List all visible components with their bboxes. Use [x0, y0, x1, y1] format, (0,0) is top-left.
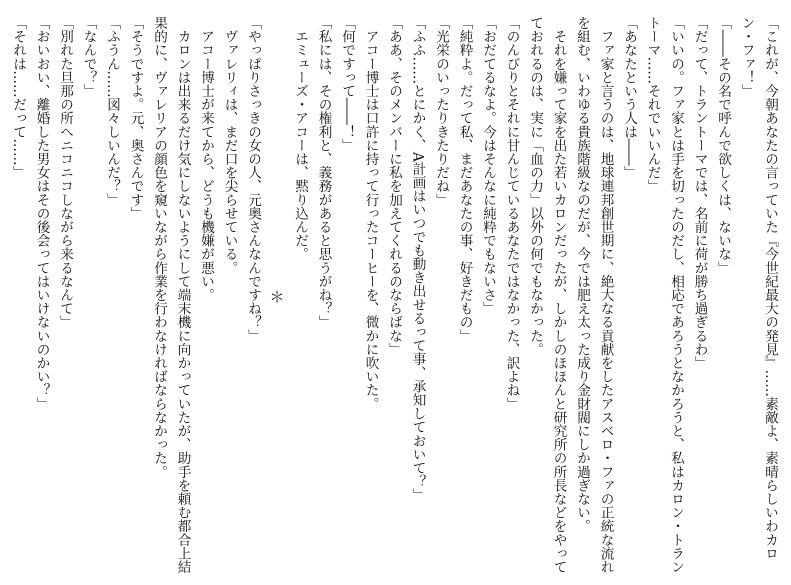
- vertical-text-body: [6, 16, 781, 576]
- paragraph: 「のんびりとそれに甘んじているあなたではなかった、訳よね」: [503, 16, 520, 411]
- paragraph: エミューズ・アコーは、黙り込んだ。: [292, 16, 308, 261]
- paragraph: ヴァレリィは、まだ口を尖らせている。: [221, 16, 238, 275]
- paragraph: それを嫌って家を出た若いカロンだったが、しかしのほほんと研究所の所長などをやってておれるのは、実に「血の力」以外の何でもなかった。: [527, 16, 567, 574]
- paragraph: 「ふふ……とにかく、A計画はいつでも動き出せるって事、承知しておいて？」: [409, 16, 426, 502]
- paragraph: アコー博士が来てから、どうも機嫌が悪い。: [198, 16, 214, 302]
- paragraph: 「おいおい、離婚した男女はその後会ってはいけないのかい？」: [33, 16, 50, 411]
- paragraph: 「そうですよ。元、奥さんです」: [127, 16, 144, 220]
- paragraph: 「何ですって――！」: [339, 16, 355, 152]
- paragraph: 「純粋よ。だって私、まだあなたの事、好きだもの」: [456, 16, 473, 343]
- paragraph: 「やっぱりさっきの女の人、元奥さんなんですね？」: [245, 16, 261, 343]
- paragraph: 「別れた旦那の所へニコニコしながら来るなんて」: [57, 16, 73, 329]
- paragraph: 「光栄のいったりきたりだね」: [433, 16, 449, 207]
- paragraph: カロンは出来るだけ気にしないようにして端末機に向かっていたが、助手を頼む都合上結果的に、ヴァレリアの顔色を窺いながら作業を行わなければならなかった。: [151, 16, 191, 574]
- paragraph: 「私には、その権利と、義務があると思うがね？」: [315, 16, 332, 329]
- paragraph: 「これが、今朝あなたの言っていた『今世紀最大の発見』……素敵よ、素晴らしいわカロン・ファ！」: [738, 16, 778, 560]
- paragraph: 「いいの。ファ家とは手を切ったのだし、相応であろうとなかろうと、私はカロン・トラントーマ……それでいいんだ」: [644, 16, 684, 574]
- paragraph: 「それは……だって……」: [10, 16, 26, 180]
- paragraph: 「――その名で呼んで欲しくは、ないな」: [715, 16, 731, 275]
- scene-break-asterisk: ＊: [267, 288, 286, 304]
- paragraph: 「ふうん……図々しいんだ？」: [104, 16, 120, 207]
- paragraph: 「だって、トラントーマでは、名前に荷が勝ち過ぎるわ」: [691, 16, 708, 370]
- paragraph: 「ああ、そのメンバーに私を加えてくれるのならばな」: [386, 16, 402, 356]
- paragraph: 「あなたという人は――」: [621, 16, 637, 180]
- paragraph: 「なんで？」: [80, 16, 97, 98]
- paragraph: 「おだてるなよ。今はそんなに純粋でもないさ」: [480, 16, 496, 316]
- paragraph: アコー博士は口許に持って行ったコーヒーを、微かに吹いた。: [362, 16, 379, 411]
- paragraph: ファ家と言うのは、地球連邦創世期に、絶大なる貢献をしたアスベロ・ファの正統な流れを組む、いわゆる貴族階級なのだが、今では肥え太った成り金財閥にしか過ぎない。: [574, 16, 614, 574]
